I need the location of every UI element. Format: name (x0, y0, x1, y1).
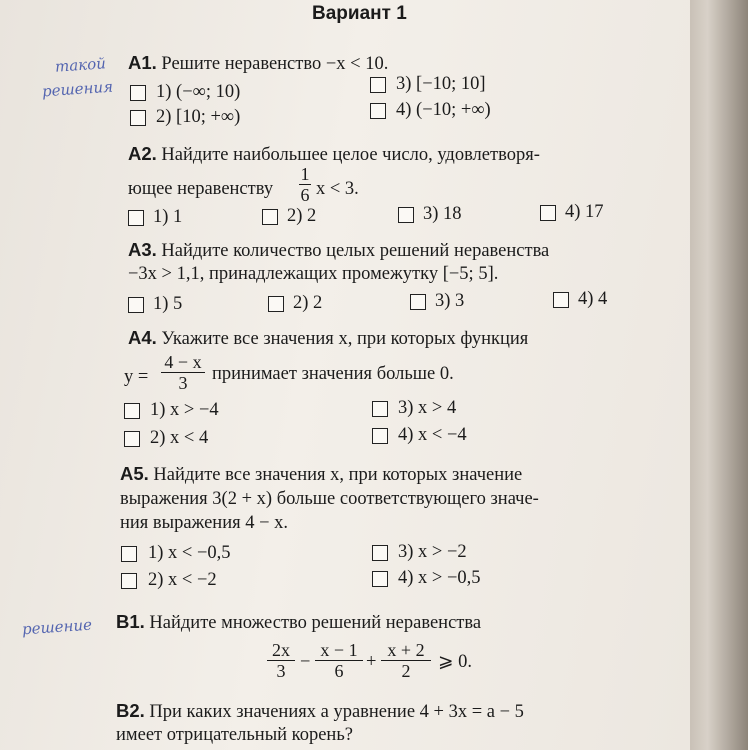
question-label: А5. (120, 463, 149, 484)
question-label: А3. (128, 239, 157, 260)
fraction-numerator: 2x (272, 640, 290, 660)
handwritten-note: решения (41, 77, 114, 101)
question-text: Укажите все значения x, при которых функция (161, 329, 529, 349)
question-text: Найдите наибольшее целое число, удовлетворя- (161, 145, 540, 165)
answer-option: 3) 18 (423, 204, 462, 224)
answer-option: 2) 2 (293, 293, 323, 313)
fraction-numerator: x + 2 (387, 640, 425, 660)
fraction (160, 352, 206, 393)
question-b2 (116, 700, 524, 723)
answer-option: 3) x > −2 (398, 542, 467, 562)
question-text: Найдите все значения x, при которых значение (153, 465, 523, 485)
answer-checkbox[interactable] (130, 110, 146, 126)
question-a5 (120, 463, 522, 486)
answer-option: 1) 5 (153, 294, 183, 314)
question-label: В2. (116, 700, 145, 721)
question-a3 (128, 239, 549, 262)
question-text: Найдите множество решений неравенства (149, 613, 482, 633)
answer-option: 2) [10; +∞) (156, 107, 241, 127)
fraction-denominator: 3 (178, 373, 188, 393)
answer-option: 2) x < 4 (150, 428, 209, 448)
question-text: Решите неравенство −x < 10. (161, 54, 389, 74)
question-label: А4. (128, 327, 157, 348)
answer-checkbox[interactable] (372, 571, 388, 587)
answer-option: 3) x > 4 (398, 398, 457, 418)
handwritten-note: решение (21, 615, 93, 639)
answer-checkbox[interactable] (128, 297, 144, 313)
answer-checkbox[interactable] (128, 210, 144, 226)
answer-checkbox[interactable] (372, 428, 388, 444)
answer-option: 1) x > −4 (150, 400, 219, 420)
fraction-numerator: 1 (300, 164, 310, 184)
question-label: В1. (116, 611, 145, 632)
answer-checkbox[interactable] (121, 573, 137, 589)
handwritten-note: такой (54, 54, 107, 76)
answer-option: 4) 17 (565, 202, 604, 222)
page-title: Вариант 1 (312, 3, 407, 24)
question-text: выражения 3(2 + x) больше соответствующего значе- (120, 489, 539, 509)
answer-option: 4) (−10; +∞) (396, 100, 491, 120)
answer-checkbox[interactable] (370, 77, 386, 93)
operator: − (300, 652, 311, 672)
fraction (380, 640, 432, 681)
answer-checkbox[interactable] (372, 401, 388, 417)
fraction-denominator: 6 (300, 185, 310, 205)
inequality-tail: ⩾ 0. (438, 652, 473, 672)
answer-option: 2) 2 (287, 206, 317, 226)
question-a1 (128, 52, 388, 75)
answer-option: 4) 4 (578, 289, 608, 309)
question-text: ющее неравенству (128, 179, 274, 199)
question-text: Найдите количество целых решений неравенства (161, 241, 550, 261)
question-text: имеет отрицательный корень? (116, 725, 353, 745)
answer-checkbox[interactable] (553, 292, 569, 308)
answer-checkbox[interactable] (410, 294, 426, 310)
answer-checkbox[interactable] (372, 545, 388, 561)
fraction (298, 164, 312, 205)
question-text: При каких значениях a уравнение 4 + 3x = a − 5 (149, 702, 524, 722)
question-a2 (128, 143, 540, 166)
fraction-numerator: 4 − x (164, 352, 202, 372)
answer-option: 2) x < −2 (148, 570, 217, 590)
answer-checkbox[interactable] (370, 103, 386, 119)
question-b1 (116, 611, 481, 634)
answer-checkbox[interactable] (121, 546, 137, 562)
fraction-denominator: 6 (334, 661, 344, 681)
fraction (314, 640, 364, 681)
answer-option: 1) x < −0,5 (148, 543, 231, 563)
question-text: ния выражения 4 − x. (120, 513, 289, 533)
question-label: А1. (128, 52, 157, 73)
fraction (266, 640, 296, 681)
equation-text: y = (124, 367, 149, 387)
fraction-denominator: 2 (401, 661, 411, 681)
fraction-numerator: x − 1 (320, 640, 358, 660)
answer-option: 1) 1 (153, 207, 183, 227)
operator: + (366, 652, 377, 672)
answer-checkbox[interactable] (540, 205, 556, 221)
question-text: принимает значения больше 0. (212, 364, 454, 384)
answer-option: 3) [−10; 10] (396, 74, 486, 94)
question-text: x < 3. (316, 179, 359, 199)
question-a4 (128, 327, 528, 350)
answer-option: 4) x < −4 (398, 425, 467, 445)
answer-option: 4) x > −0,5 (398, 568, 481, 588)
answer-checkbox[interactable] (398, 207, 414, 223)
answer-option: 3) 3 (435, 291, 465, 311)
answer-checkbox[interactable] (124, 403, 140, 419)
answer-checkbox[interactable] (268, 296, 284, 312)
page-edge (690, 0, 748, 750)
question-text: −3x > 1,1, принадлежащих промежутку [−5; 5]. (128, 264, 499, 284)
answer-option: 1) (−∞; 10) (156, 82, 241, 102)
answer-checkbox[interactable] (130, 85, 146, 101)
answer-checkbox[interactable] (262, 209, 278, 225)
answer-checkbox[interactable] (124, 431, 140, 447)
fraction-denominator: 3 (276, 661, 286, 681)
question-label: А2. (128, 143, 157, 164)
